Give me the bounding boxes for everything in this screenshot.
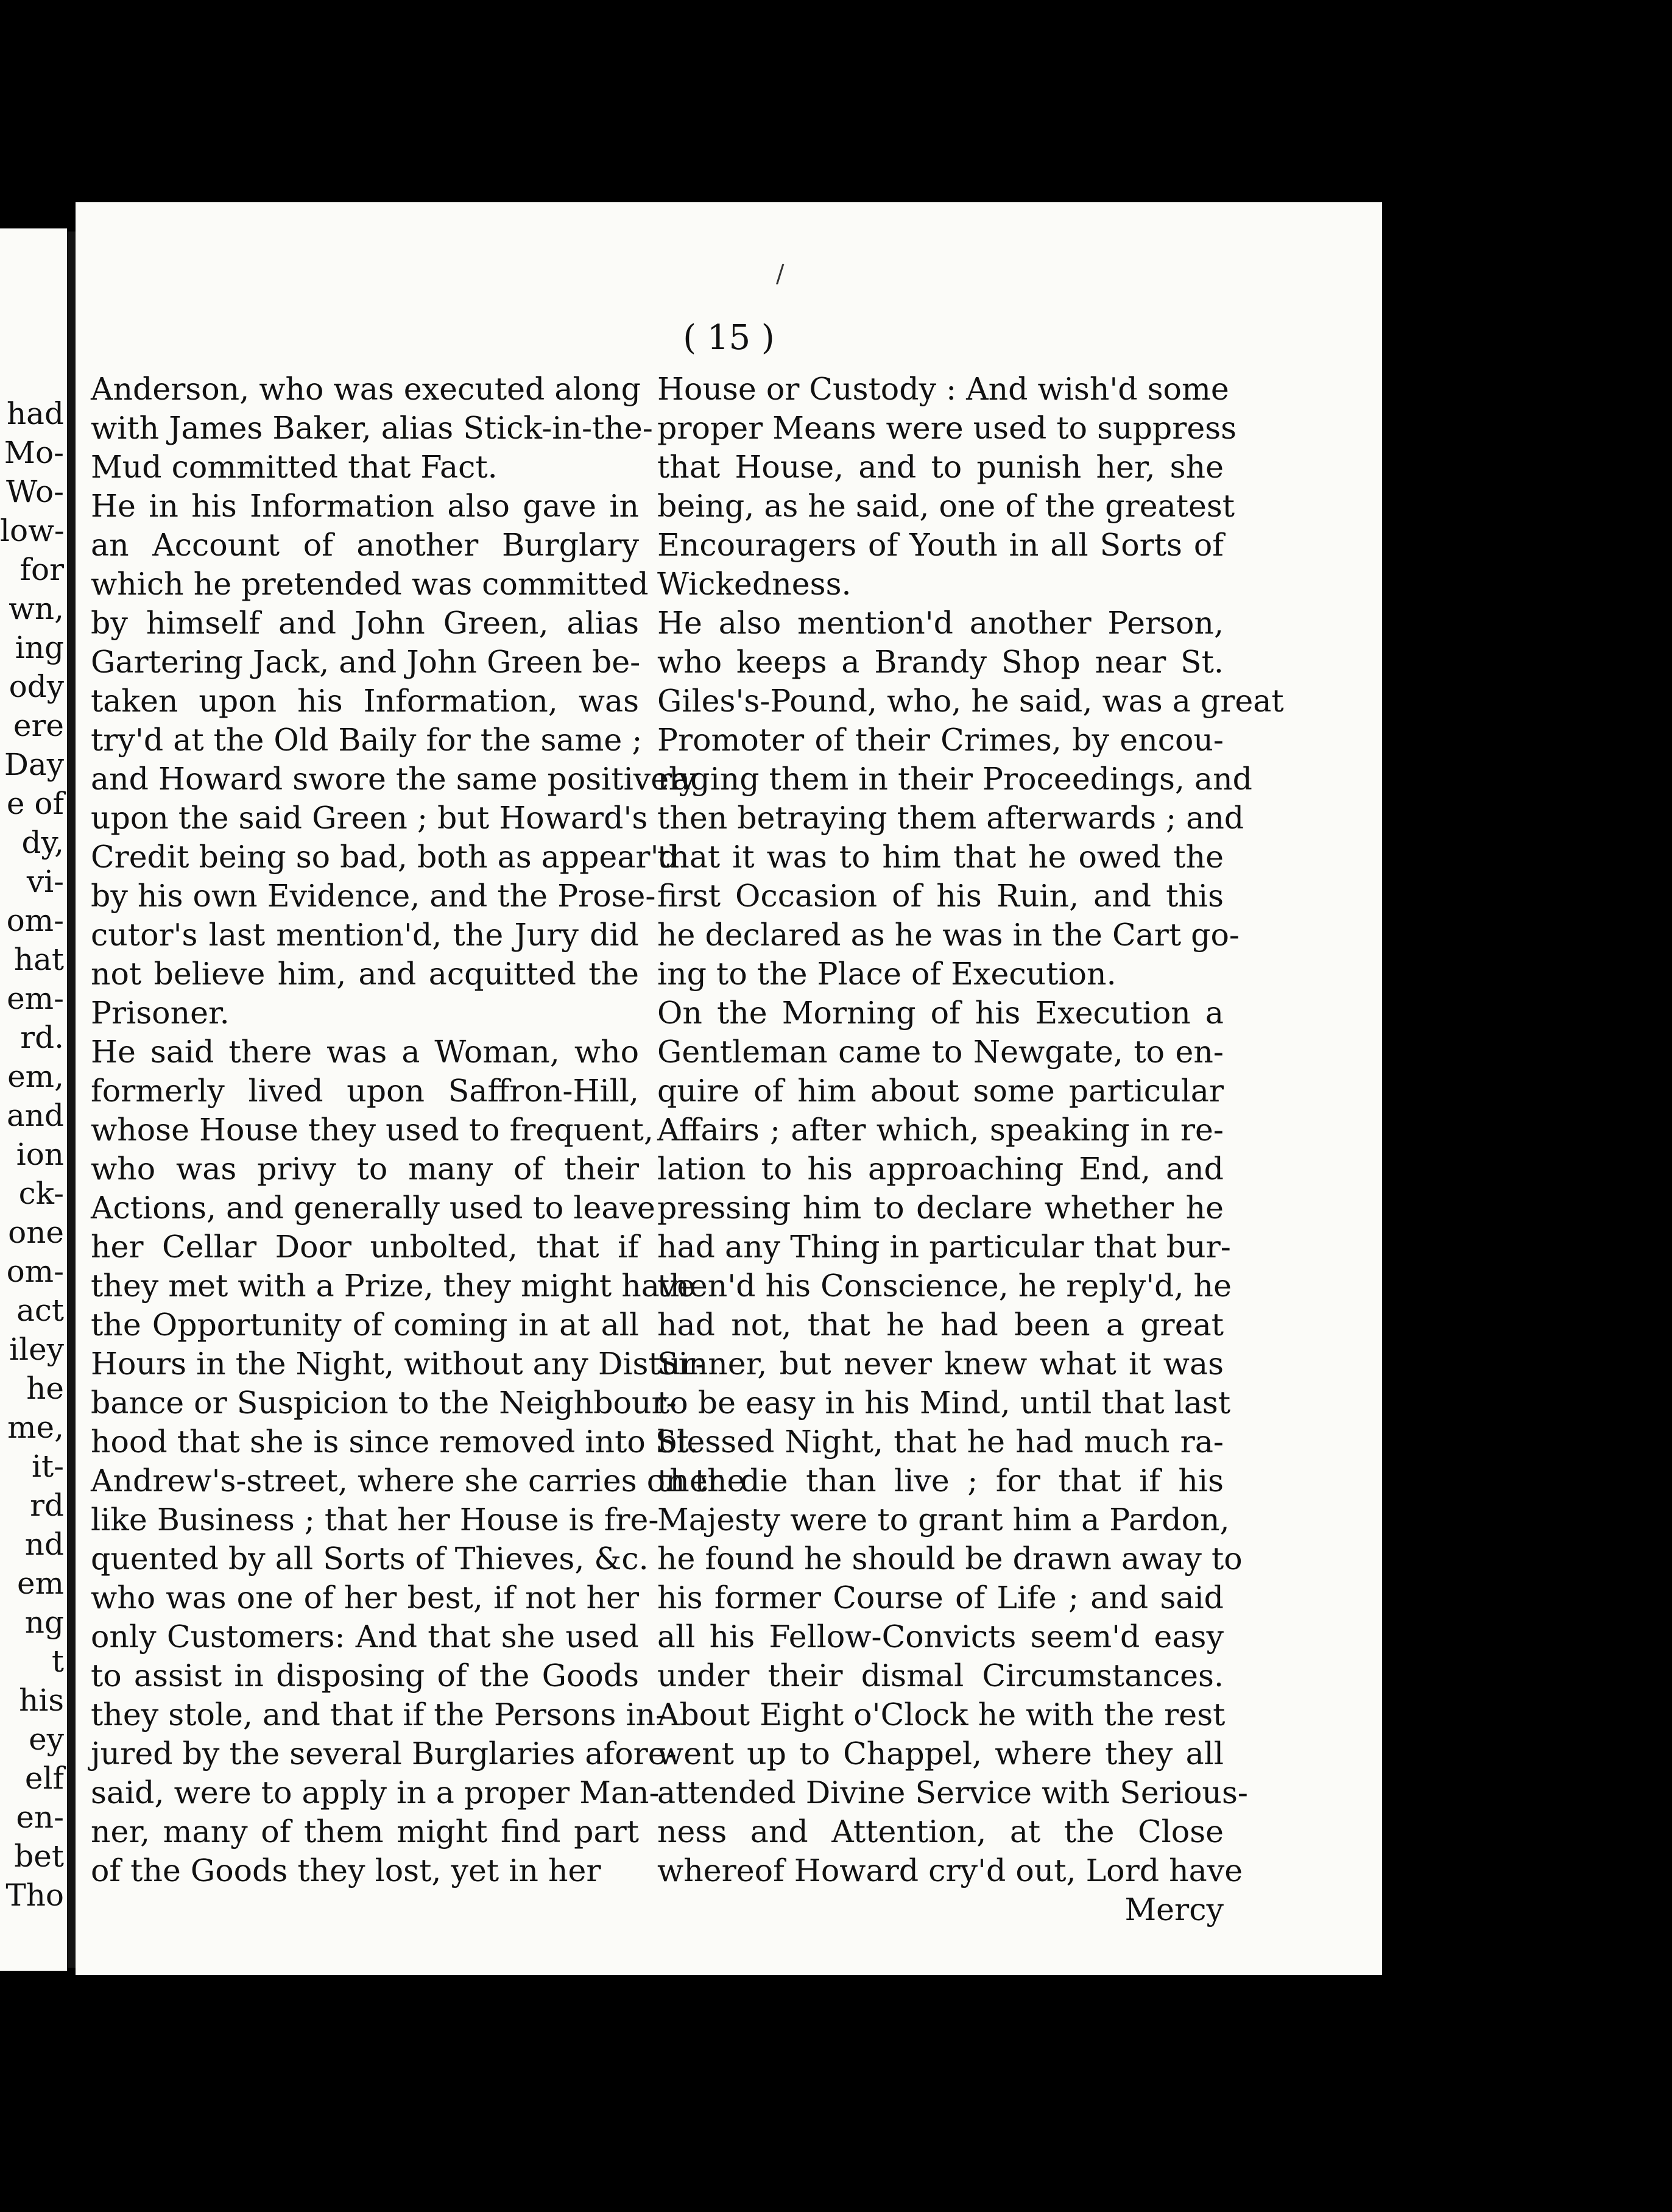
text-line: had any Thing in particular that bur- bbox=[657, 1229, 1231, 1265]
text-line: only Customers: And that she used bbox=[91, 1619, 639, 1655]
text-line: ner, many of them might find part bbox=[91, 1814, 639, 1850]
text-line: his former Course of Life ; and said bbox=[657, 1580, 1224, 1616]
text-line: who keeps a Brandy Shop near St. bbox=[657, 644, 1224, 680]
margin-fragment: Wo- bbox=[6, 474, 64, 509]
margin-fragment: Day bbox=[4, 747, 64, 782]
text-line: Wickedness. bbox=[657, 566, 852, 602]
text-line: hood that she is since removed into St. bbox=[91, 1424, 699, 1460]
text-line: taken upon his Information, was bbox=[91, 683, 639, 719]
text-line: that House, and to punish her, she bbox=[657, 449, 1224, 485]
text-line: like Business ; that her House is fre- bbox=[91, 1502, 659, 1538]
text-line: all his Fellow-Convicts seem'd easy bbox=[657, 1619, 1224, 1655]
text-line: he declared as he was in the Cart go- bbox=[657, 917, 1240, 953]
text-line: upon the said Green ; but Howard's bbox=[91, 800, 648, 836]
text-line: they stole, and that if the Persons in- bbox=[91, 1697, 666, 1733]
margin-fragment: wn, bbox=[9, 591, 64, 626]
margin-fragment: it- bbox=[32, 1449, 64, 1484]
margin-fragment: t bbox=[51, 1644, 64, 1679]
text-line: who was one of her best, if not her bbox=[91, 1580, 639, 1616]
text-line: Majesty were to grant him a Pardon, bbox=[657, 1502, 1230, 1538]
margin-fragment: hat bbox=[13, 942, 64, 977]
text-line: Encouragers of Youth in all Sorts of bbox=[657, 527, 1224, 563]
margin-fragment: om- bbox=[6, 1254, 64, 1289]
text-line: He said there was a Woman, who bbox=[91, 1034, 639, 1070]
margin-fragment: low- bbox=[0, 513, 65, 548]
text-line: cutor's last mention'd, the Jury did bbox=[91, 917, 639, 953]
text-line: jured by the several Burglaries afore- bbox=[91, 1736, 677, 1772]
text-line: and Howard swore the same positively bbox=[91, 761, 696, 797]
text-line: Mud committed that Fact. bbox=[91, 449, 498, 485]
text-line: Andrew's-street, where she carries on the bbox=[91, 1463, 746, 1499]
text-line: then'd his Conscience, he reply'd, he bbox=[657, 1268, 1232, 1304]
margin-fragment: em, bbox=[7, 1059, 64, 1094]
text-line: Actions, and generally used to leave bbox=[91, 1190, 655, 1226]
margin-fragment: ing bbox=[15, 630, 64, 665]
margin-fragment: e of bbox=[6, 786, 64, 821]
text-line: ing to the Place of Execution. bbox=[657, 956, 1116, 992]
text-line: that it was to him that he owed the bbox=[657, 839, 1224, 875]
text-line: the Opportunity of coming in at all bbox=[91, 1307, 639, 1343]
text-line: raging them in their Proceedings, and bbox=[657, 761, 1252, 797]
text-line: to be easy in his Mind, until that last bbox=[657, 1385, 1231, 1421]
text-line: House or Custody : And wish'd some bbox=[657, 371, 1229, 407]
margin-fragment: one bbox=[8, 1215, 64, 1250]
text-line: Promoter of their Crimes, by encou- bbox=[657, 722, 1224, 758]
text-line: went up to Chappel, where they all bbox=[657, 1736, 1224, 1772]
text-column-left bbox=[91, 370, 746, 1890]
text-line: not believe him, and acquitted the bbox=[91, 956, 639, 992]
text-line: On the Morning of his Execution a bbox=[657, 995, 1224, 1031]
margin-fragment: Tho bbox=[5, 1878, 64, 1913]
margin-fragment: dy, bbox=[21, 825, 64, 860]
margin-fragment: ey bbox=[29, 1722, 64, 1757]
margin-fragment: his bbox=[19, 1683, 64, 1718]
text-line: try'd at the Old Baily for the same ; bbox=[91, 722, 643, 758]
text-line: ness and Attention, at the Close bbox=[657, 1814, 1224, 1850]
margin-fragment: em bbox=[16, 1566, 64, 1601]
left-page-margin bbox=[0, 228, 67, 1971]
margin-fragment: iley bbox=[9, 1332, 64, 1367]
margin-fragment: ody bbox=[9, 669, 64, 704]
text-line: attended Divine Service with Serious- bbox=[657, 1775, 1248, 1811]
margin-fragment: and bbox=[6, 1098, 64, 1133]
text-line: first Occasion of his Ruin, and this bbox=[657, 878, 1224, 914]
margin-fragment: act bbox=[16, 1293, 64, 1328]
margin-fragment: bet bbox=[14, 1839, 64, 1874]
text-line: Credit being so bad, both as appear'd bbox=[91, 839, 679, 875]
text-line: quented by all Sorts of Thieves, &c. bbox=[91, 1541, 649, 1577]
text-line: by his own Evidence, and the Prose- bbox=[91, 878, 656, 914]
text-line: He also mention'd another Person, bbox=[657, 605, 1224, 641]
margin-fragment: om- bbox=[6, 903, 64, 938]
text-line: said, were to apply in a proper Man- bbox=[91, 1775, 660, 1811]
margin-fragment: em- bbox=[7, 981, 64, 1016]
text-column-right bbox=[657, 370, 1284, 1929]
text-line: Prisoner. bbox=[91, 995, 230, 1031]
catchword: Mercy bbox=[1124, 1892, 1224, 1928]
margin-fragment: rd. bbox=[20, 1020, 64, 1055]
text-line: which he pretended was committed bbox=[91, 566, 649, 602]
text-line: to assist in disposing of the Goods bbox=[91, 1658, 639, 1694]
text-line: pressing him to declare whether he bbox=[657, 1190, 1224, 1226]
text-line: formerly lived upon Saffron-Hill, bbox=[91, 1073, 639, 1109]
margin-fragment: ng bbox=[24, 1605, 64, 1640]
text-line: About Eight o'Clock he with the rest bbox=[657, 1697, 1226, 1733]
text-line: whose House they used to frequent, bbox=[91, 1112, 654, 1148]
text-line: being, as he said, one of the greatest bbox=[657, 488, 1235, 524]
page-number: ( 15 ) bbox=[683, 318, 775, 358]
margin-fragment: en- bbox=[16, 1800, 64, 1835]
margin-fragment: nd bbox=[24, 1527, 64, 1562]
margin-fragment: rd bbox=[30, 1488, 64, 1523]
text-line: of the Goods they lost, yet in her bbox=[91, 1853, 601, 1889]
text-line: he found he should be drawn away to bbox=[657, 1541, 1243, 1577]
text-line: under their dismal Circumstances. bbox=[657, 1658, 1224, 1694]
margin-fragment: vi- bbox=[26, 864, 64, 899]
text-line: Anderson, who was executed along bbox=[91, 371, 641, 407]
margin-fragment: ion bbox=[16, 1137, 64, 1172]
text-line: bance or Suspicion to the Neighbour- bbox=[91, 1385, 677, 1421]
margin-fragment: Mo- bbox=[4, 435, 64, 470]
margin-fragment: ere bbox=[13, 708, 64, 743]
book-page bbox=[76, 202, 1382, 1975]
text-line: had not, that he had been a great bbox=[657, 1307, 1224, 1343]
margin-fragment: elf bbox=[24, 1761, 64, 1796]
text-line: ther die than live ; for that if his bbox=[657, 1463, 1224, 1499]
text-line: an Account of another Burglary bbox=[91, 527, 639, 563]
text-line: lation to his approaching End, and bbox=[657, 1151, 1224, 1187]
text-line: they met with a Prize, they might have bbox=[91, 1268, 696, 1304]
text-line: her Cellar Door unbolted, that if bbox=[91, 1229, 639, 1265]
text-line: Sinner, but never knew what it was bbox=[657, 1346, 1224, 1382]
text-line: Gentleman came to Newgate, to en- bbox=[657, 1034, 1224, 1070]
text-line: with James Baker, alias Stick-in-the- bbox=[91, 410, 653, 446]
text-line: He in his Information also gave in bbox=[91, 488, 639, 524]
text-line: whereof Howard cry'd out, Lord have bbox=[657, 1853, 1243, 1889]
margin-fragment: me, bbox=[7, 1410, 64, 1445]
margin-fragment: had bbox=[6, 396, 64, 431]
text-line: proper Means were used to suppress bbox=[657, 410, 1237, 446]
margin-fragment: for bbox=[19, 552, 64, 587]
text-line: blessed Night, that he had much ra- bbox=[657, 1424, 1224, 1460]
margin-fragment: he bbox=[26, 1371, 64, 1406]
text-line: who was privy to many of their bbox=[91, 1151, 639, 1187]
margin-fragment: ck- bbox=[18, 1176, 64, 1211]
text-line: Gartering Jack, and John Green be- bbox=[91, 644, 641, 680]
text-line: quire of him about some particular bbox=[657, 1073, 1224, 1109]
ink-mark: / bbox=[776, 260, 785, 288]
text-line: by himself and John Green, alias bbox=[91, 605, 639, 641]
text-line: Giles's-Pound, who, he said, was a great bbox=[657, 683, 1284, 719]
text-line: then betraying them afterwards ; and bbox=[657, 800, 1244, 836]
text-line: Affairs ; after which, speaking in re- bbox=[657, 1112, 1224, 1148]
text-line: Hours in the Night, without any Distur- bbox=[91, 1346, 706, 1382]
